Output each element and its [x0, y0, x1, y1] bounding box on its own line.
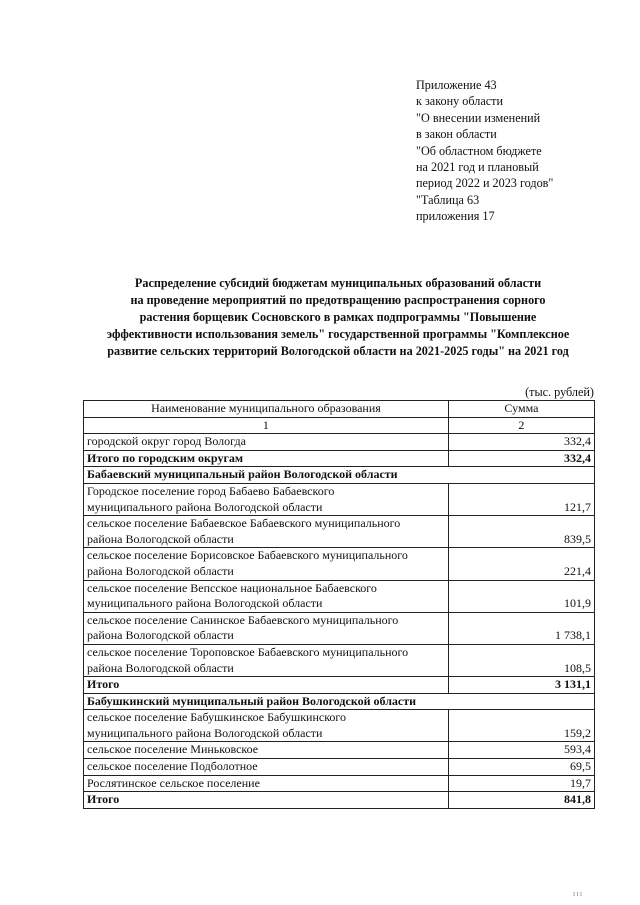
column-number-2: 2: [448, 417, 594, 434]
municipality-name: Городское поселение город Бабаево Бабаевского муниципального района Вологодской области: [84, 483, 449, 515]
municipality-name: сельское поселение Борисовское Бабаевского муниципального района Вологодской области: [84, 548, 449, 580]
table-row: [84, 516, 595, 548]
amount-cell: 841,8: [448, 792, 594, 809]
total-row: [84, 450, 595, 467]
municipality-name: сельское поселение Тороповское Бабаевского муниципального района Вологодской области: [84, 644, 449, 676]
table-row: [84, 759, 595, 776]
table-row: [84, 742, 595, 759]
table-row: [84, 644, 595, 676]
municipality-name: сельское поселение Миньковское: [84, 742, 449, 759]
municipality-name: сельское поселение Бабушкинское Бабушкинского муниципального района Вологодской области: [84, 710, 449, 742]
section-row: [84, 693, 595, 710]
municipality-name: Рослятинское сельское поселение: [84, 775, 449, 792]
amount-cell: 69,5: [448, 759, 594, 776]
appendix-note: Приложение 43 к закону области "О внесении изменений в закон области "Об областном бюджете на 2021 год и плановый период 2022 и 2023 годов" "Таблица 63 приложения 17: [416, 78, 554, 224]
amount-cell: 121,7: [448, 483, 594, 515]
subsidy-table: [83, 400, 595, 809]
table-row: [84, 434, 595, 451]
amount-cell: 159,2: [448, 710, 594, 742]
table-row: [84, 612, 595, 644]
amount-cell: 108,5: [448, 644, 594, 676]
table-header-row: [84, 401, 595, 418]
municipality-name: сельское поселение Санинское Бабаевского муниципального района Вологодской области: [84, 612, 449, 644]
header-sum: Сумма: [448, 401, 594, 418]
amount-cell: 839,5: [448, 516, 594, 548]
municipality-name: Итого по городским округам: [84, 450, 449, 467]
table-row: [84, 580, 595, 612]
municipality-name: Итого: [84, 677, 449, 694]
column-number-1: 1: [84, 417, 449, 434]
table-row: [84, 483, 595, 515]
table-row: [84, 775, 595, 792]
municipality-name: городской округ город Вологда: [84, 434, 449, 451]
amount-cell: 593,4: [448, 742, 594, 759]
amount-cell: 332,4: [448, 434, 594, 451]
units-label: (тыс. рублей): [525, 385, 594, 399]
amount-cell: 101,9: [448, 580, 594, 612]
section-name: Бабаевский муниципальный район Вологодской области: [84, 467, 595, 484]
municipality-name: Итого: [84, 792, 449, 809]
municipality-name: сельское поселение Вепсское национальное Бабаевского муниципального района Вологодской области: [84, 580, 449, 612]
amount-cell: 332,4: [448, 450, 594, 467]
section-row: [84, 467, 595, 484]
total-row: [84, 792, 595, 809]
table-row: [84, 548, 595, 580]
municipality-name: сельское поселение Подболотное: [84, 759, 449, 776]
amount-cell: 19,7: [448, 775, 594, 792]
table-row: [84, 710, 595, 742]
table-column-numbers-row: [84, 417, 595, 434]
municipality-name: сельское поселение Бабаевское Бабаевского муниципального района Вологодской области: [84, 516, 449, 548]
amount-cell: 1 738,1: [448, 612, 594, 644]
total-row: [84, 677, 595, 694]
header-name: Наименование муниципального образования: [84, 401, 449, 418]
section-name: Бабушкинский муниципальный район Вологодской области: [84, 693, 595, 710]
amount-cell: 3 131,1: [448, 677, 594, 694]
amount-cell: 221,4: [448, 548, 594, 580]
document-title: Распределение субсидий бюджетам муниципальных образований области на проведение мероприятий по предотвращению распространения сорного растения борщевик Сосновского в рамках подпрограммы "Повышение эффективности использования земель" государственной программы "Комплексное развитие сельских территорий Вологодской области на 2021-2025 годы" на 2021 год: [106, 276, 570, 358]
page-mark: I I I: [573, 892, 582, 898]
